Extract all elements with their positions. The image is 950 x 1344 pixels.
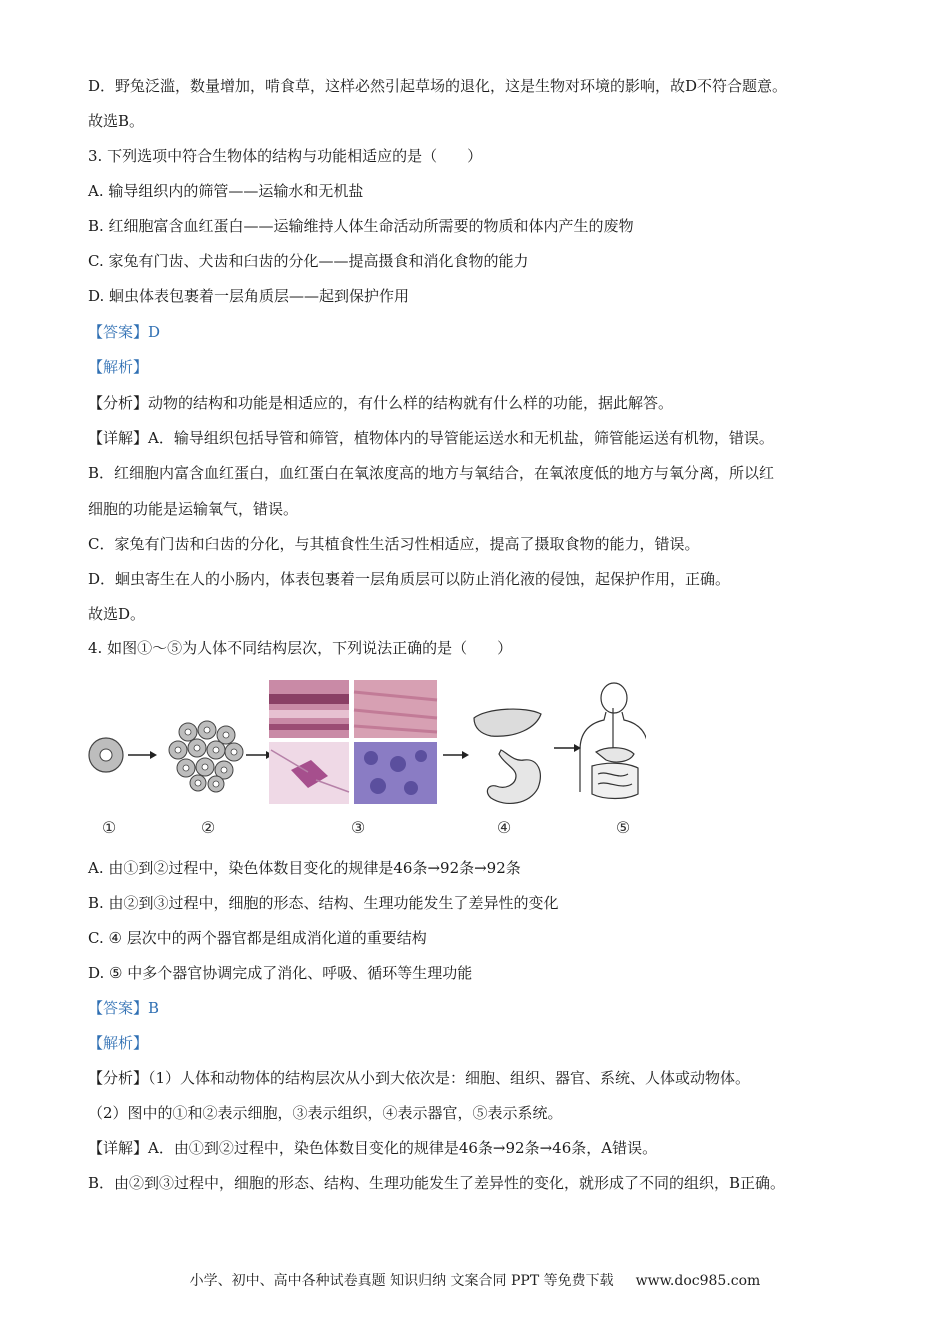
arrow-icon	[246, 751, 273, 759]
label-4: ④	[496, 818, 512, 837]
cell-icon	[89, 738, 123, 772]
text-line: 【详解】A．输导组织包括导管和筛管，植物体内的导管能运送水和无机盐，筛管能运送有机物，错误。	[88, 429, 774, 447]
option-d: D. ⑤ 中多个器官协调完成了消化、呼吸、循环等生理功能	[88, 964, 473, 982]
structure-levels-figure	[86, 680, 646, 840]
option-d: D. 蛔虫体表包裹着一层角质层——起到保护作用	[88, 287, 410, 305]
text-line: C．家兔有门齿和臼齿的分化，与其植食性生活习性相适应，提高了摄取食物的能力，错误。	[88, 535, 700, 553]
text-line: 【分析】动物的结构和功能是相适应的，有什么样的结构就有什么样的功能，据此解答。	[88, 394, 674, 412]
option-a: A. 由①到②过程中，染色体数目变化的规律是46条→92条→92条	[88, 859, 521, 877]
text-line: 【分析】（1）人体和动物体的结构层次从小到大依次是：细胞、组织、器官、系统、人体或动物体。	[88, 1069, 751, 1087]
option-c: C. 家兔有门齿、犬齿和臼齿的分化——提高摄食和消化食物的能力	[88, 252, 529, 270]
option-c: C. ④ 层次中的两个器官都是组成消化道的重要结构	[88, 929, 427, 947]
answer-label: 【答案】D	[88, 323, 161, 341]
text-line: D．蛔虫寄生在人的小肠内，体表包裹着一层角质层可以防止消化液的侵蚀，起保护作用，正确。	[88, 570, 731, 588]
analysis-label: 【解析】	[88, 1034, 149, 1052]
answer-label: 【答案】B	[88, 999, 160, 1017]
text-line: 故选D。	[88, 605, 146, 623]
text-line: D．野兔泛滥，数量增加，啃食草，这样必然引起草场的退化，这是生物对环境的影响，故D不符合题意。	[88, 77, 788, 95]
digestive-system-icon	[580, 683, 646, 799]
label-2: ②	[200, 818, 216, 837]
text-line: 故选B。	[88, 112, 145, 130]
option-b: B. 由②到③过程中，细胞的形态、结构、生理功能发生了差异性的变化	[88, 894, 559, 912]
option-a: A. 输导组织内的筛管——运输水和无机盐	[88, 182, 364, 200]
label-1: ①	[101, 818, 117, 837]
arrow-icon	[554, 744, 581, 752]
label-3: ③	[350, 818, 366, 837]
footer-text: 小学、初中、高中各种试卷真题 知识归纳 文案合同 PPT 等免费下载	[189, 1273, 614, 1289]
question-3-stem: 3. 下列选项中符合生物体的结构与功能相适应的是（ ）	[88, 147, 483, 165]
liver-icon	[474, 709, 541, 736]
text-line: （2）图中的①和②表示细胞，③表示组织，④表示器官，⑤表示系统。	[88, 1104, 563, 1122]
arrow-icon	[443, 751, 469, 759]
question-4-stem: 4. 如图①～⑤为人体不同结构层次，下列说法正确的是（ ）	[88, 639, 513, 657]
text-line: B．红细胞内富含血红蛋白，血红蛋白在氧浓度高的地方与氧结合，在氧浓度低的地方与氧分离，所以红	[88, 464, 775, 482]
arrow-icon	[128, 751, 157, 759]
text-line: 细胞的功能是运输氧气，错误。	[88, 500, 299, 518]
text-line: 【详解】A．由①到②过程中，染色体数目变化的规律是46条→92条→46条，A错误。	[88, 1139, 658, 1157]
analysis-label: 【解析】	[88, 358, 149, 376]
tissue-images	[269, 680, 437, 804]
stomach-icon	[487, 750, 540, 803]
page-footer	[0, 1270, 950, 1290]
footer-link[interactable]: www.doc985.com	[635, 1273, 761, 1289]
label-5: ⑤	[615, 818, 631, 837]
option-b: B. 红细胞富含血红蛋白——运输维持人体生命活动所需要的物质和体内产生的废物	[88, 217, 634, 235]
text-line: B．由②到③过程中，细胞的形态、结构、生理功能发生了差异性的变化，就形成了不同的组织，B正确。	[88, 1174, 786, 1192]
